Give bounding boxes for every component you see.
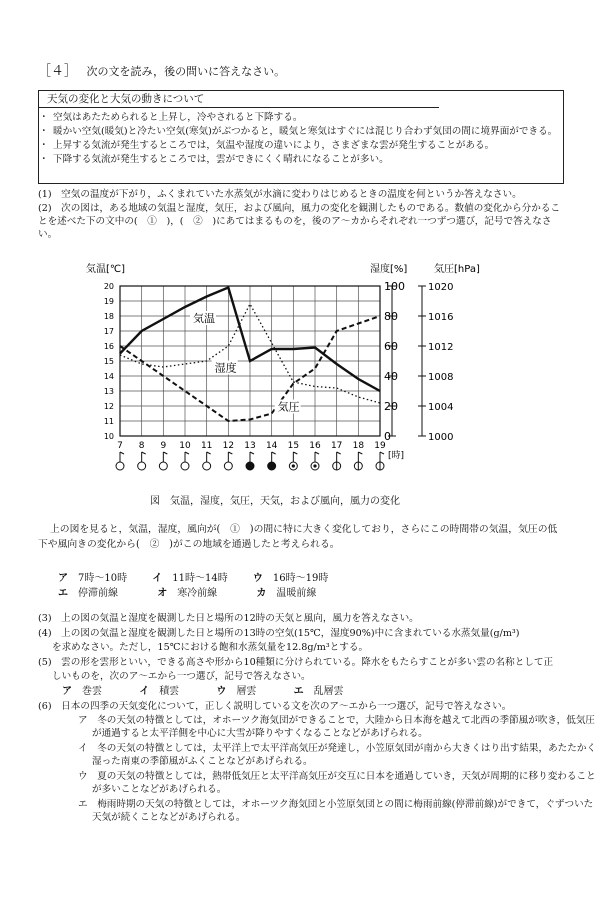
- question-header: [38, 64, 285, 81]
- q6-option-c: ウ 夏の天気の特徴としては，熱帯低気圧と太平洋高気圧が交互に日本を通過していき，天気が周期的に移り変わることが多いことなどがあげられる。: [78, 771, 596, 795]
- q6-option-d: エ 梅雨時期の天気の特徴としては，オホーツク海気団と小笠原気団との間に梅雨前線(停滞前線)ができて，ぐずついた天気が続くことなどがあげられる。: [78, 799, 594, 823]
- q6-option-b: イ 冬の天気の特徴としては，太平洋上で太平洋高気圧が発達し，小笠原気団が南から大きくはり出す結果，あたたかく湿った南東の季節風がふくことなどがあげられる。: [78, 743, 597, 767]
- humidity-axis-label: 湿度[%]: [370, 264, 408, 275]
- y-tick-label-pressure: 1012: [428, 342, 454, 353]
- x-tick-label: 10: [179, 441, 191, 451]
- weather-symbol-icon: [224, 462, 232, 470]
- weather-symbol-dot-icon: [292, 464, 295, 467]
- wind-barb: [120, 452, 124, 454]
- y-tick-label-temp: 12: [103, 402, 114, 411]
- y-tick-label-humidity: 100: [384, 280, 405, 293]
- options-row-1: [58, 572, 328, 585]
- wind-barb: [142, 452, 146, 454]
- wind-barb: [250, 452, 254, 454]
- weather-chart: [60, 256, 480, 516]
- x-tick-label: 9: [160, 441, 167, 451]
- x-tick-label: 16: [309, 441, 321, 451]
- option: カ 温暖前線: [256, 588, 317, 599]
- y-tick-label-humidity: 80: [384, 310, 398, 323]
- weather-symbol-icon: [203, 462, 211, 470]
- info-box-list: [39, 111, 559, 167]
- y-tick-label-pressure: 1000: [428, 432, 454, 443]
- y-tick-label-humidity: 60: [384, 340, 398, 353]
- q6-option-a: ア 冬の天気の特徴としては，オホーツク海気団ができることで，大陸から日本海を越えて北西の季節風が吹き，低気圧が通過すると太平洋側を中心に大雪が降りやすくなることなどがあげられる。: [78, 715, 596, 739]
- x-tick-label: 12: [222, 441, 235, 451]
- option: オ 寒冷前線: [157, 588, 218, 599]
- x-tick-label: 8: [138, 441, 145, 451]
- question-4-line1: (4) 上の図の気温と湿度を観測した日と場所の13時の空気(15℃，湿度90%)中に含まれている水蒸気量(g/m³): [38, 628, 520, 639]
- x-tick-label: 13: [244, 441, 256, 451]
- y-tick-label-humidity: 0: [384, 430, 391, 443]
- y-tick-label-pressure: 1008: [428, 372, 454, 383]
- wind-barb: [358, 452, 362, 454]
- question-instruction: 次の文を読み，後の問いに答えなさい。: [86, 65, 286, 78]
- x-tick-label: 7: [117, 441, 123, 451]
- weather-symbol-icon: [159, 462, 167, 470]
- y-tick-label-temp: 11: [103, 417, 114, 426]
- info-box-title: 天気の変化と大気の動きについて: [47, 93, 205, 105]
- info-box: [38, 90, 564, 184]
- y-tick-label-temp: 15: [103, 357, 114, 366]
- x-tick-label: 14: [265, 441, 278, 451]
- weather-symbol-icon: [268, 462, 276, 470]
- weather-symbol-icon: [181, 462, 189, 470]
- y-tick-label-temp: 19: [103, 297, 114, 306]
- y-tick-label-humidity: 40: [384, 370, 398, 383]
- wind-barb: [315, 452, 319, 454]
- question-6: (6) 日本の四季の天気変化について，正しく説明している文を次のア～エから一つ選び，記号で答えなさい。: [38, 701, 512, 712]
- weather-chart-svg: [60, 256, 480, 486]
- q5-options: [62, 685, 344, 698]
- option: ウ 16時～19時: [252, 573, 329, 584]
- series-annotation: 湿度: [214, 361, 237, 375]
- wind-barb: [185, 452, 189, 454]
- y-tick-label-temp: 17: [103, 327, 114, 336]
- y-tick-label-temp: 16: [103, 342, 114, 351]
- chart-caption: 図 気温，湿度，気圧，天気，および風向，風力の変化: [150, 496, 400, 507]
- y-tick-label-pressure: 1016: [428, 312, 454, 323]
- weather-symbol-dot-icon: [313, 464, 316, 467]
- question-4-line2: を求めなさい。ただし，15℃における飽和水蒸気量を12.8g/m³とする。: [52, 642, 369, 653]
- weather-symbol-icon: [138, 462, 146, 470]
- pressure-axis-label: 気圧[hPa]: [434, 264, 480, 275]
- series-annotation: 気温: [193, 312, 215, 325]
- x-tick-label: 18: [352, 441, 365, 451]
- weather-symbol-icon: [116, 462, 124, 470]
- y-tick-label-pressure: 1020: [428, 282, 454, 293]
- y-tick-label-temp: 18: [103, 312, 114, 321]
- chart-paragraph: 上の図を見ると，気温，湿度，風向が( ① )の間に特に大きく変化しており，さらにこの時間帯の気温，気圧の低下や風向きの変化から( ② )がこの地域を通過したと考えられる。: [38, 524, 558, 550]
- question-2: (2) 次の図は，ある地域の気温と湿度，気圧，および風向，風力の変化を観測したものである。数値の変化から分かることを述べた下の文中の( ① )，( ② )にあてはまるものを，後のア～カからそれぞれ一つずつ選び，記号で答えなさい。: [38, 203, 561, 240]
- question-number: ［４］: [38, 64, 78, 79]
- info-bullet: ・ 下降する気流が発生するところでは，雲ができにくく晴れになることが多い。: [39, 153, 559, 166]
- option: ア 7時～10時: [58, 573, 128, 584]
- options-row-2: [58, 587, 316, 600]
- y-tick-label-temp: 14: [103, 372, 114, 381]
- wind-barb: [272, 452, 276, 454]
- x-axis-label: [時]: [388, 451, 405, 461]
- wind-barb: [163, 452, 167, 454]
- question-3: (3) 上の図の気温と湿度を観測した日と場所の12時の天気と風向，風力を答えなさい。: [38, 613, 419, 624]
- x-tick-label: 15: [287, 441, 300, 451]
- y-tick-label-temp: 10: [103, 432, 114, 441]
- wind-barb: [380, 452, 384, 454]
- y-tick-label-humidity: 20: [384, 400, 398, 413]
- temp-axis-label: 気温[℃]: [86, 264, 126, 275]
- wind-barb: [228, 452, 232, 454]
- option: イ 11時～14時: [152, 573, 228, 584]
- x-tick-label: 19: [374, 441, 386, 451]
- question-5-line2: しいものを，次のア～エから一つ選び，記号で答えなさい。: [52, 671, 311, 682]
- x-tick-label: 11: [200, 441, 213, 451]
- y-tick-label-temp: 13: [103, 387, 114, 396]
- series-annotation: 気圧: [277, 400, 300, 414]
- info-bullet: ・ 空気はあたためられると上昇し，冷やされると下降する。: [39, 111, 559, 124]
- option: ウ 層雲: [216, 686, 257, 697]
- x-tick-label: 17: [330, 441, 343, 451]
- y-tick-label-pressure: 1004: [428, 402, 454, 413]
- option: イ 積雲: [139, 686, 180, 697]
- question-1: (1) 空気の温度が下がり，ふくまれていた水蒸気が水滴に変わりはじめるときの温度を何というか答えなさい。: [38, 189, 522, 200]
- wind-barb: [337, 452, 341, 454]
- wind-barb: [293, 452, 297, 454]
- option: ア 巻雲: [62, 686, 102, 697]
- option: エ 停滞前線: [58, 588, 118, 599]
- info-bullet: ・ 暖かい空気(暖気)と冷たい空気(寒気)がぶつかると，暖気と寒気はすぐには混じり合わず気団の間に境界面ができる。: [39, 125, 559, 138]
- question-5-line1: (5) 雲の形を雲形といい，できる高さや形から10種類に分けられている。降水をもたらすことが多い雲の名称として正: [38, 657, 554, 668]
- info-bullet: ・ 上昇する気流が発生するところでは，気温や湿度の違いにより，さまざまな雲が発生することがある。: [39, 139, 559, 152]
- weather-symbol-icon: [246, 462, 254, 470]
- y-tick-label-temp: 20: [103, 282, 114, 291]
- option: エ 乱層雲: [293, 686, 344, 697]
- wind-barb: [207, 452, 211, 454]
